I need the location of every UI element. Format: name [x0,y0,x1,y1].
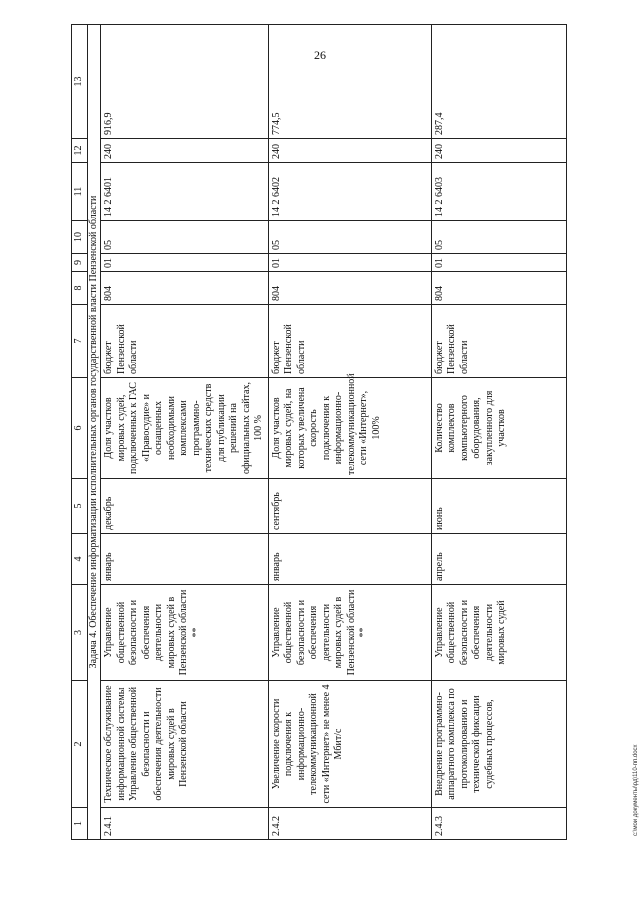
col-num: 11 [72,163,88,221]
amount: 916,9 [101,25,269,139]
code-8: 804 [268,272,431,305]
table-row [431,25,566,840]
code-8: 804 [101,272,269,305]
code-9: 01 [101,254,269,272]
measure-name: Техническое обслуживание информационной системы Управление общественной безопасности и обеспечения деятельности мировых судей в Пензенской области [101,681,269,808]
col-num: 13 [72,25,88,139]
col-num: 2 [72,681,88,808]
program-table [71,24,567,840]
executor: Управление общественной безопасности и обеспечения деятельности мировых судей в Пензенской области ** [101,585,269,681]
col-num: 9 [72,254,88,272]
funding-source: бюджет Пензенской области [101,305,269,378]
code-10: 05 [431,221,566,254]
task-title: Задача 4. Обеспечение информатизации исполнительных органов государственной власти Пензенской области [87,25,101,840]
executor: Управление общественной безопасности и обеспечения деятельности мировых судей в Пензенской области ** [268,585,431,681]
col-num: 1 [72,808,88,840]
col-num: 4 [72,534,88,585]
col-num: 3 [72,585,88,681]
col-num: 7 [72,305,88,378]
col-num: 8 [72,272,88,305]
table-row [101,25,269,840]
code-11: 14 2 6402 [268,163,431,221]
funding-source: бюджет Пензенской области [268,305,431,378]
measure-name: Увеличение скорости подключения к информационно-телекоммуникационной сети «Интернет» не менее 4 Мбит/с [268,681,431,808]
amount: 774,5 [268,25,431,139]
rotated-page-content [71,25,639,840]
col-num: 10 [72,221,88,254]
funding-source: бюджет Пензенской области [431,305,566,378]
column-number-row [72,25,88,840]
start-month: апрель [431,534,566,585]
code-10: 05 [268,221,431,254]
col-num: 12 [72,139,88,163]
start-month: январь [101,534,269,585]
col-num: 5 [72,479,88,534]
executor: Управление общественной безопасности и обеспечения деятельности мировых судей [431,585,566,681]
indicator: Доля участков мировых судей, подключенных к ГАС «Правосудие» и оснащенных необходимыми комплексами программно-технических средств для публикации решений на официальных сайтах, 100 % [101,378,269,479]
task-title-row [87,25,101,840]
code-9: 01 [268,254,431,272]
row-number: 2.4.3 [431,808,566,840]
page-number: 26 [314,48,326,62]
code-12: 240 [431,139,566,163]
file-path-footer: c:\мои документы\рд\110-пп.docx [633,744,639,836]
code-12: 240 [101,139,269,163]
start-month: январь [268,534,431,585]
code-12: 240 [268,139,431,163]
indicator: Количество комплектов компьютерного оборудования, закупленного для участков [431,378,566,479]
row-number: 2.4.1 [101,808,269,840]
end-month: сентябрь [268,479,431,534]
end-month: июнь [431,479,566,534]
code-10: 05 [101,221,269,254]
table-row [268,25,431,840]
code-9: 01 [431,254,566,272]
code-11: 14 2 6401 [101,163,269,221]
col-num: 6 [72,378,88,479]
row-number: 2.4.2 [268,808,431,840]
code-8: 804 [431,272,566,305]
measure-name: Внедрение программно-аппаратного комплекса по протоколированию и технической фиксации судебных процессов, [431,681,566,808]
amount: 287,4 [431,25,566,139]
code-11: 14 2 6403 [431,163,566,221]
indicator: Доля участков мировых судей, на которых увеличена скорость подключения к информационно-телекоммуникационной сети «Интернет», 100% [268,378,431,479]
end-month: декабрь [101,479,269,534]
